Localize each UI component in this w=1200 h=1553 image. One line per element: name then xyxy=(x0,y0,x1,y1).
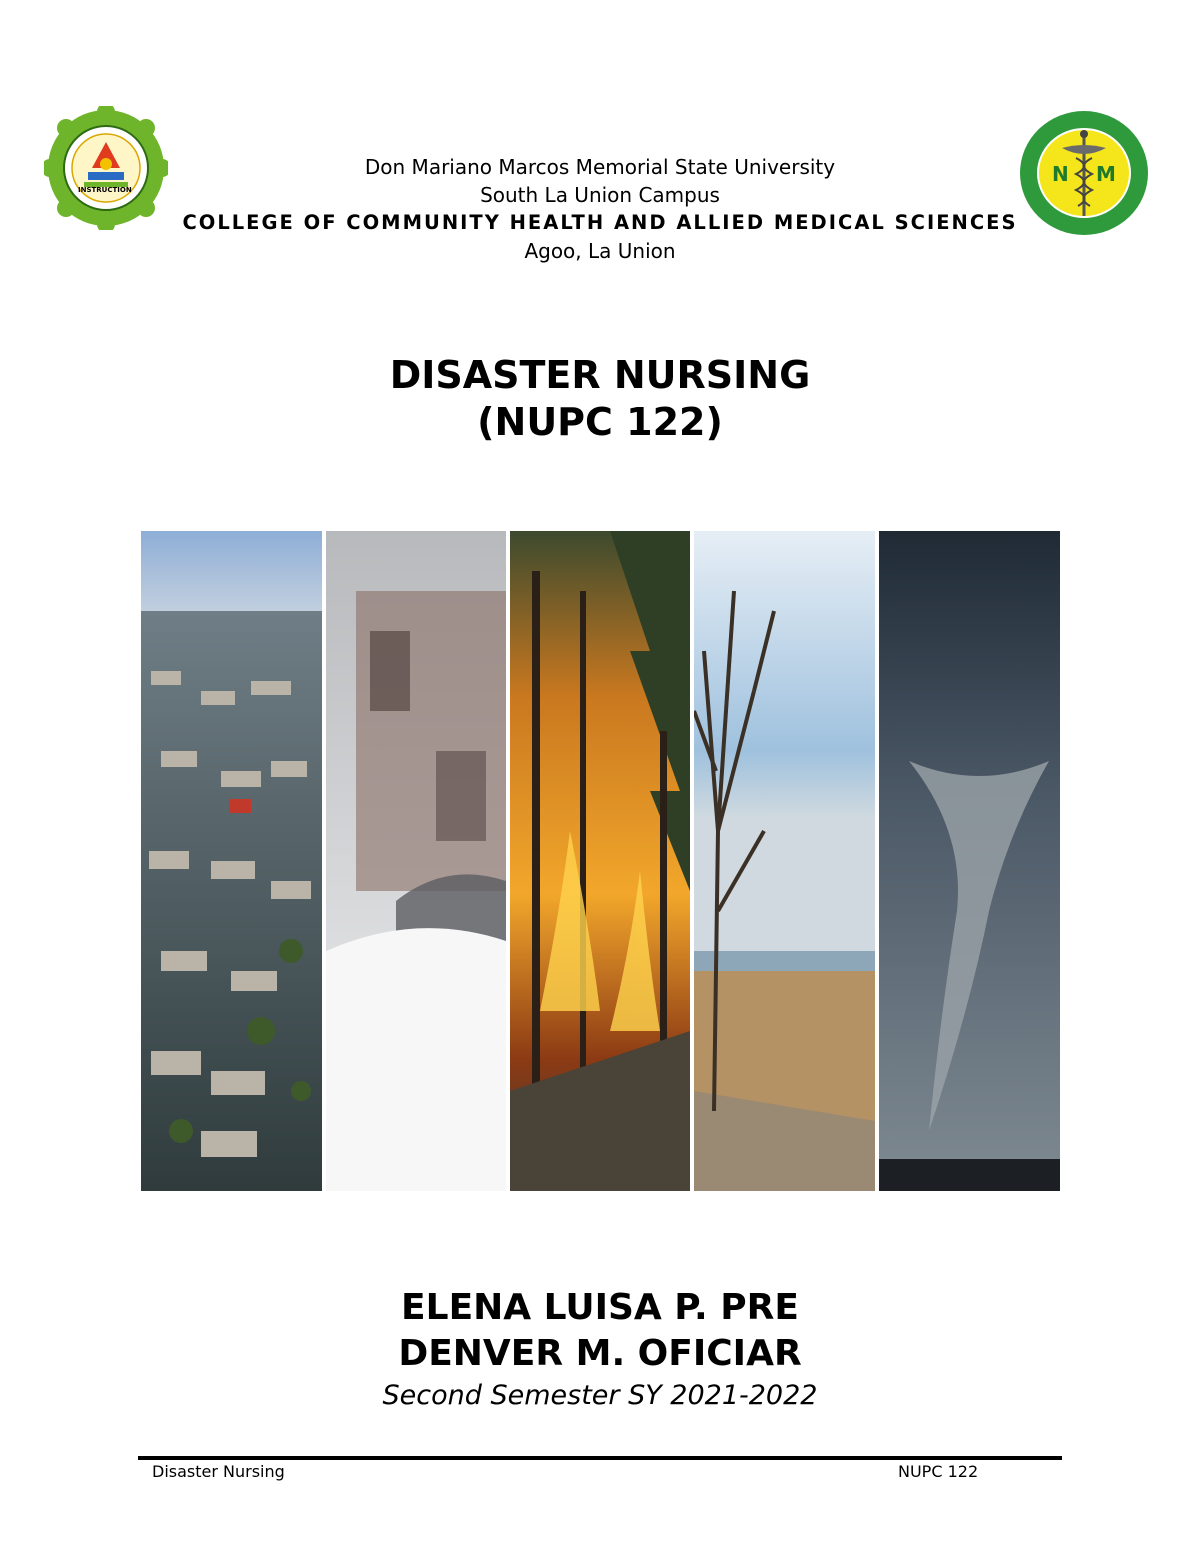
authors-block xyxy=(0,1285,1200,1377)
semester: Second Semester SY 2021-2022 xyxy=(382,1380,818,1411)
footer-right: NUPC 122 xyxy=(898,1462,979,1481)
header-block xyxy=(0,153,1200,265)
flood-photo xyxy=(141,531,322,1191)
course-title-block xyxy=(0,352,1200,446)
author-2: DENVER M. OFICIAR xyxy=(398,1333,802,1374)
tornado-photo xyxy=(879,531,1060,1191)
college-name: COLLEGE OF COMMUNITY HEALTH AND ALLIED MEDICAL SCIENCES xyxy=(182,211,1018,234)
campus-name: South La Union Campus xyxy=(480,183,720,207)
university-seal-banner: INSTRUCTION xyxy=(78,186,132,194)
letter-m: M xyxy=(1096,162,1116,186)
author-1: ELENA LUISA P. PRE xyxy=(401,1287,799,1328)
university-name: Don Mariano Marcos Memorial State University xyxy=(364,155,836,179)
location: Agoo, La Union xyxy=(524,239,676,263)
footer-divider xyxy=(138,1456,1062,1460)
wildfire-photo xyxy=(510,531,690,1191)
snowstorm-photo xyxy=(326,531,506,1191)
course-code: (NUPC 122) xyxy=(477,400,723,444)
course-title: DISASTER NURSING xyxy=(389,353,811,397)
drought-photo xyxy=(694,531,875,1191)
letter-n: N xyxy=(1052,162,1069,186)
footer-left: Disaster Nursing xyxy=(152,1462,285,1481)
